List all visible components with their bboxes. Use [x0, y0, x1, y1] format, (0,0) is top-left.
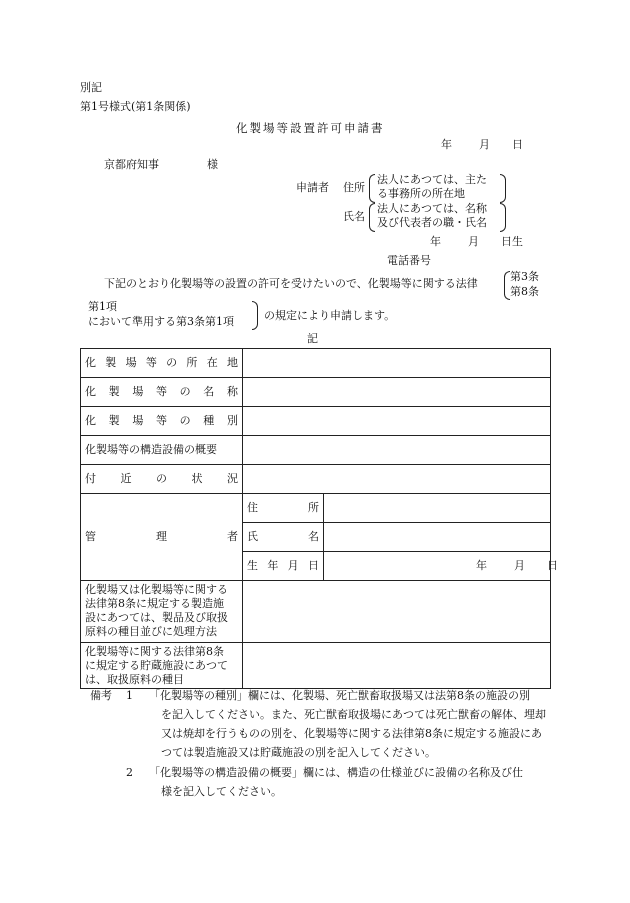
- table-row: [81, 436, 551, 465]
- birth-day: 日: [547, 559, 558, 572]
- notes-label: 備考: [90, 689, 112, 702]
- honorific: 様: [207, 158, 218, 171]
- storage-label: 化製場等に関する法律第8条 に規定する貯蔵施設にあつて は、取扱原料の種目: [81, 643, 243, 689]
- note-2-line-2: 様を記入してください。: [161, 785, 282, 798]
- table-row: [81, 407, 551, 436]
- address-note-line-2: る事務所の所在地: [377, 187, 465, 200]
- facility-name-label: 化 製 場 等 の 名 称: [81, 378, 243, 407]
- manager-name-label: 氏 名: [243, 523, 324, 552]
- phone-label: 電話番号: [387, 254, 431, 267]
- name-note-line-1: 法人にあつては、名称: [377, 202, 487, 215]
- name-note-bracket-right: [500, 203, 506, 232]
- location-label-text: 化 製 場 等 の 所 在 地: [85, 356, 238, 369]
- manager-name-value-cell[interactable]: [324, 523, 551, 552]
- manager-address-label: 住 所: [243, 494, 324, 523]
- table-row: [81, 643, 551, 689]
- table-row: [81, 494, 551, 523]
- address-label: 住所: [343, 181, 365, 194]
- appendix-label: 別記: [80, 81, 102, 94]
- addressee: 京都府知事: [104, 158, 159, 171]
- name-note-bracket-left: [369, 203, 375, 232]
- structure-label: 化製場等の構造設備の概要: [81, 436, 243, 465]
- body-line-2-end: の規定により申請します。: [264, 309, 396, 322]
- manufacturing-value-cell[interactable]: [243, 581, 551, 643]
- birth-month: 月: [514, 559, 525, 572]
- birth-year: 年: [476, 559, 487, 572]
- structure-value-cell[interactable]: [243, 436, 551, 465]
- manager-birth-label: 生 年 月 日: [243, 552, 324, 581]
- storage-value-cell[interactable]: [243, 643, 551, 689]
- table-row: [81, 581, 551, 643]
- note-2-line-1: 「化製場等の構造設備の概要」欄には、構造の仕様並びに設備の名称及び仕: [149, 766, 523, 779]
- ki-label: 記: [307, 332, 318, 345]
- address-note-bracket-right: [500, 174, 506, 203]
- note-number: 2: [126, 766, 133, 779]
- manufacturing-label: 化製場又は化製場等に関する 法律第8条に規定する製造施 設にあつては、製品及び取扱 原料の種目並びに処理方法: [81, 581, 243, 643]
- body-line-1: 下記のとおり化製場等の設置の許可を受けたいので、化製場等に関する法律: [104, 277, 478, 290]
- option-article-3: 第3条: [510, 270, 539, 283]
- body-line-2b: において準用する第3条第1項: [88, 315, 234, 328]
- table-row: [81, 378, 551, 407]
- note-1-line-2: を記入してください。また、死亡獣畜取扱場にあつては死亡獣畜の解体、埋却: [161, 708, 546, 721]
- facility-type-value-cell[interactable]: [243, 407, 551, 436]
- table-row: [81, 465, 551, 494]
- name-note-line-2: 及び代表者の職・氏名: [377, 216, 487, 229]
- facility-name-value-cell[interactable]: [243, 378, 551, 407]
- address-note-bracket-left: [369, 174, 375, 203]
- manager-birth-value-cell[interactable]: [324, 552, 558, 581]
- name-label: 氏名: [343, 210, 365, 223]
- note-1-line-1: 「化製場等の種別」欄には、化製場、死亡獣畜取扱場又は法第8条の施設の別: [149, 689, 530, 702]
- option-article-8: 第8条: [510, 285, 539, 298]
- location-label: [81, 349, 243, 378]
- paragraph-bracket: [252, 301, 258, 330]
- surroundings-label: 付 近 の 状 況: [81, 465, 243, 494]
- note-1-line-4: つては製造施設又は貯蔵施設の別を記入してください。: [161, 746, 436, 759]
- note-number: 1: [126, 689, 133, 702]
- note-1-line-3: 又は焼却を行うものの別を、化製場等に関する法律第8条に規定する施設にあ: [161, 727, 542, 740]
- manager-address-value-cell[interactable]: [324, 494, 551, 523]
- facility-type-label: 化 製 場 等 の 種 別: [81, 407, 243, 436]
- location-value-cell[interactable]: [243, 349, 551, 378]
- surroundings-value-cell[interactable]: [243, 465, 551, 494]
- applicant-label: 申請者: [296, 181, 329, 194]
- address-note-line-1: 法人にあつては、主た: [377, 173, 487, 186]
- table-row: [81, 349, 551, 378]
- manager-label: 管 理 者: [81, 494, 243, 581]
- form-title: 化製場等設置許可申請書: [236, 121, 385, 135]
- form-number: 第1号様式(第1条関係): [80, 100, 191, 113]
- application-table: [80, 348, 558, 689]
- body-line-2a: 第1項: [88, 300, 117, 313]
